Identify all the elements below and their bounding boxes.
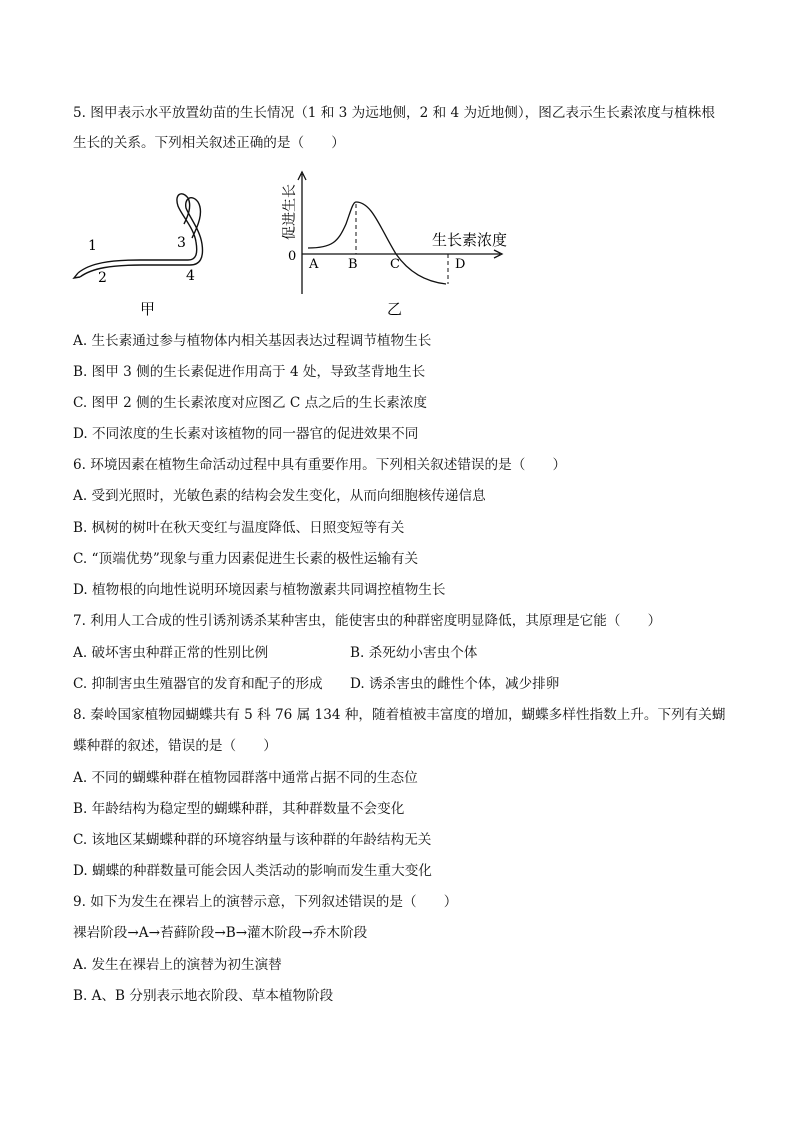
q5-figure (70, 168, 530, 326)
q8-stem-line1: 8. 秦岭国家植物园蝴蝶共有 5 科 76 属 134 种，随着植被丰富度的增加，蝴蝶多样性指数上升。下列有关蝴 (73, 707, 726, 723)
q6-option-c: C. “顶端优势”现象与重力因素促进生长素的极性运输有关 (73, 551, 419, 567)
jia-caption: 甲 (140, 300, 156, 318)
yi-curve (308, 202, 446, 284)
seedling-stem-outline (78, 194, 197, 273)
q6-option-b: B. 枫树的树叶在秋天变红与温度降低、日照变短等有关 (73, 520, 405, 536)
yi-ylabel: 促进生长 (282, 184, 298, 240)
q8-option-a: A. 不同的蝴蝶种群在植物园群落中通常占据不同的生态位 (73, 770, 418, 786)
q6-option-d: D. 植物根的向地性说明环境因素与植物激素共同调控植物生长 (73, 582, 446, 598)
q8-option-b: B. 年龄结构为稳定型的蝴蝶种群，其种群数量不会变化 (73, 801, 405, 817)
yi-tick-c: C (390, 257, 400, 272)
q5-figure-svg (70, 168, 530, 326)
q5-stem-line1: 5. 图甲表示水平放置幼苗的生长情况（1 和 3 为远地侧，2 和 4 为近地侧），图乙表示生长素浓度与植株根 (73, 105, 715, 121)
yi-origin: 0 (288, 249, 297, 264)
jia-label-1: 1 (88, 238, 97, 254)
yi-tick-d: D (455, 257, 466, 272)
jia-label-2: 2 (98, 270, 107, 286)
q9-stem: 9. 如下为发生在裸岩上的演替示意，下列叙述错误的是（ ） (73, 894, 458, 910)
q5-option-a: A. 生长素通过参与植物体内相关基因表达过程调节植物生长 (73, 333, 432, 349)
yi-xlabel: 生长素浓度 (432, 231, 508, 249)
q9-option-a: A. 发生在裸岩上的演替为初生演替 (73, 957, 282, 973)
jia-label-4: 4 (186, 268, 195, 284)
yi-caption: 乙 (387, 300, 403, 318)
q6-stem: 6. 环境因素在植物生命活动过程中具有重要作用。下列相关叙述错误的是（ ） (73, 457, 567, 473)
q7-option-a: A. 破坏害虫种群正常的性别比例 (73, 645, 269, 661)
seedling-tip (74, 273, 80, 278)
q5-option-b: B. 图甲 3 侧的生长素促进作用高于 4 处，导致茎背地生长 (73, 364, 426, 380)
yi-tick-b: B (348, 257, 358, 272)
q8-option-d: D. 蝴蝶的种群数量可能会因人类活动的影响而发生重大变化 (73, 863, 432, 879)
q8-stem-line2: 蝶种群的叙述，错误的是（ ） (73, 738, 277, 754)
q5-option-c: C. 图甲 2 侧的生长素浓度对应图乙 C 点之后的生长素浓度 (73, 395, 427, 411)
figure-yi (281, 172, 507, 318)
q7-option-c: C. 抑制害虫生殖器官的发育和配子的形成 (73, 676, 323, 692)
q9-sequence: 裸岩阶段→A→苔藓阶段→B→灌木阶段→乔木阶段 (73, 925, 368, 941)
q5-stem-line2: 生长的关系。下列相关叙述正确的是（ ） (73, 135, 345, 151)
q9-option-b: B. A、B 分别表示地衣阶段、草本植物阶段 (73, 988, 334, 1004)
q8-option-c: C. 该地区某蝴蝶种群的环境容纳量与该种群的年龄结构无关 (73, 832, 432, 848)
q7-option-b: B. 杀死幼小害虫个体 (350, 645, 478, 661)
q7-option-d: D. 诱杀害虫的雌性个体，减少排卵 (350, 676, 560, 692)
q5-option-d: D. 不同浓度的生长素对该植物的同一器官的促进效果不同 (73, 426, 419, 442)
q6-option-a: A. 受到光照时，光敏色素的结构会发生变化，从而向细胞核传递信息 (73, 488, 486, 504)
q7-stem: 7. 利用人工合成的性引诱剂诱杀某种害虫，能使害虫的种群密度明显降低，其原理是它能（ ） (73, 613, 662, 629)
jia-label-3: 3 (177, 235, 186, 251)
figure-jia (74, 194, 203, 318)
yi-tick-a: A (309, 257, 319, 272)
